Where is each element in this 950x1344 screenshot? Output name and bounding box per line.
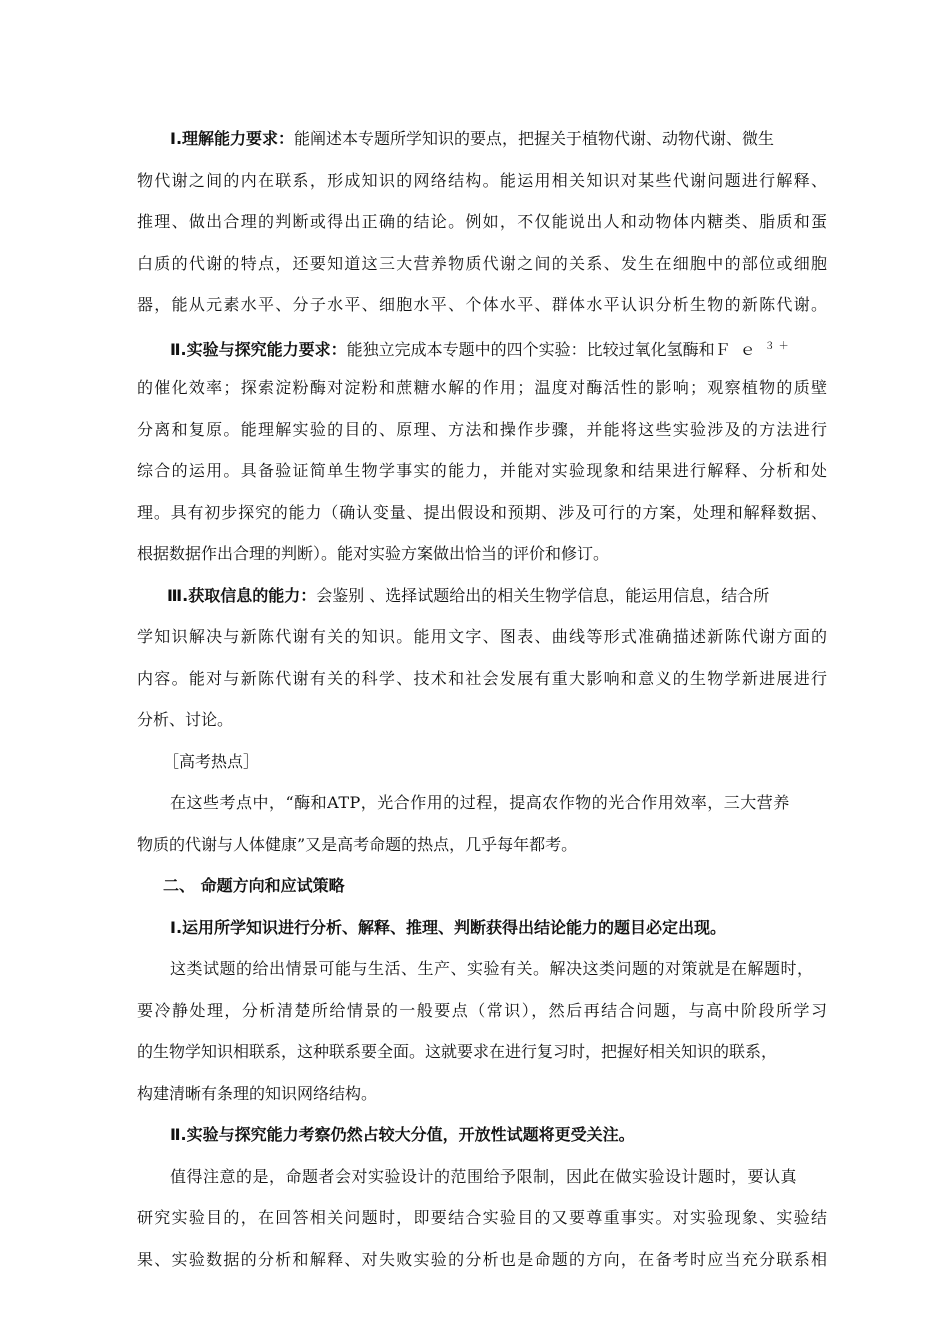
paragraph-line: 的催化效率；探索淀粉酶对淀粉和蔗糖水解的作用；温度对酶活性的影响；观察植物的质壁 — [137, 378, 827, 397]
paragraph-line: 分析、讨论。 — [137, 710, 234, 729]
paragraph-understanding-line-1 — [137, 118, 827, 160]
paragraph-line: 学知识解决与新陈代谢有关的知识。能用文字、图表、曲线等形式准确描述新陈代谢方面的 — [137, 627, 827, 646]
text: 能独立完成本专题中的四个实验：比较过氧化氢酶和 — [346, 339, 715, 359]
paragraph-line: 分离和复原。能理解实验的目的、原理、方法和操作步骤，并能将这些实验涉及的方法进行 — [137, 419, 827, 439]
paragraph-line: 的生物学知识相联系，这种联系要全面。这就要求在进行复习时，把握好相关知识的联系， — [137, 1042, 778, 1061]
paragraph-line: 白质的代谢的特点，还要知道这三大营养物质代谢之间的关系、发生在细胞中的部位或细胞 — [137, 253, 827, 273]
paragraph-line: 物代谢之间的内在联系，形成知识的网络结构。能运用相关知识对某些代谢问题进行解释、 — [137, 170, 827, 190]
heading-experiment: Ⅱ.实验与探究能力要求： — [170, 339, 347, 359]
paragraph-line: 值得注意的是，命题者会对实验设计的范围给予限制，因此在做实验设计题时，要认真 — [170, 1166, 798, 1186]
paragraph-line: 理。具有初步探究的能力（确认变量、提出假设和预期、涉及可行的方案，处理和解释数据、 — [137, 502, 827, 522]
paragraph-line: 果、实验数据的分析和解释、对失败实验的分析也是命题的方向，在备考时应当充分联系相 — [137, 1249, 827, 1269]
fe-charge: ３＋ — [764, 340, 793, 352]
subheading-experiment-exam: Ⅱ.实验与探究能力考察仍然占较大分值，开放性试题将更受关注。 — [170, 1125, 635, 1144]
paragraph-line: 推理、做出合理的判断或得出正确的结论。例如，不仅能说出人和动物体内糖类、脂质和蛋 — [137, 212, 827, 231]
heading-hot-topics: ［高考热点］ — [163, 751, 260, 771]
paragraph-line: 构建清晰有条理的知识网络结构。 — [137, 1083, 378, 1103]
text: 能阐述本专题所学知识的要点，把握关于植物代谢、动物代谢、微生 — [294, 129, 775, 148]
paragraph-line: 根据数据作出合理的判断）。能对实验方案做出恰当的评价和修订。 — [137, 544, 610, 563]
paragraph-line: 要冷静处理，分析清楚所给情景的一般要点（常识），然后再结合问题，与高中阶段所学习 — [137, 1000, 827, 1020]
document-page — [137, 118, 827, 1280]
paragraph-line: 综合的运用。具备验证简单生物学事实的能力，并能对实验现象和结果进行解释、分析和处 — [137, 461, 827, 480]
subheading-analysis: Ⅰ.运用所学知识进行分析、解释、推理、判断获得出结论能力的题目必定出现。 — [170, 917, 727, 937]
fe-symbol: Ｆｅ — [714, 339, 765, 359]
paragraph-line: 这类试题的给出情景可能与生活、生产、实验有关。解决这类问题的对策就是在解题时， — [170, 959, 814, 978]
paragraph-information-line-1 — [137, 575, 827, 617]
paragraph-line: 研究实验目的，在回答相关问题时，即要结合实验目的又要尊重事实。对实验现象、实验结 — [137, 1208, 827, 1227]
paragraph-line: 内容。能对与新陈代谢有关的科学、技术和社会发展有重大影响和意义的生物学新进展进行 — [137, 668, 827, 688]
text: 会鉴别 、选择试题给出的相关生物学信息，能运用信息，结合所 — [316, 585, 770, 605]
heading-understanding: Ⅰ.理解能力要求： — [170, 129, 295, 148]
heading-information: Ⅲ.获取信息的能力： — [167, 585, 317, 605]
paragraph-line: 物质的代谢与人体健康”又是高考命题的热点，几乎每年都考。 — [137, 834, 578, 854]
heading-section-two: 二、 命题方向和应试策略 — [163, 876, 345, 895]
paragraph-line: 器，能从元素水平、分子水平、细胞水平、个体水平、群体水平认识分析生物的新陈代谢。 — [137, 295, 827, 314]
paragraph-line: 在这些考点中，“酶和ATP，光合作用的过程，提高农作物的光合作用效率，三大营养 — [170, 793, 790, 812]
paragraph-experiment-line-1 — [137, 326, 827, 368]
